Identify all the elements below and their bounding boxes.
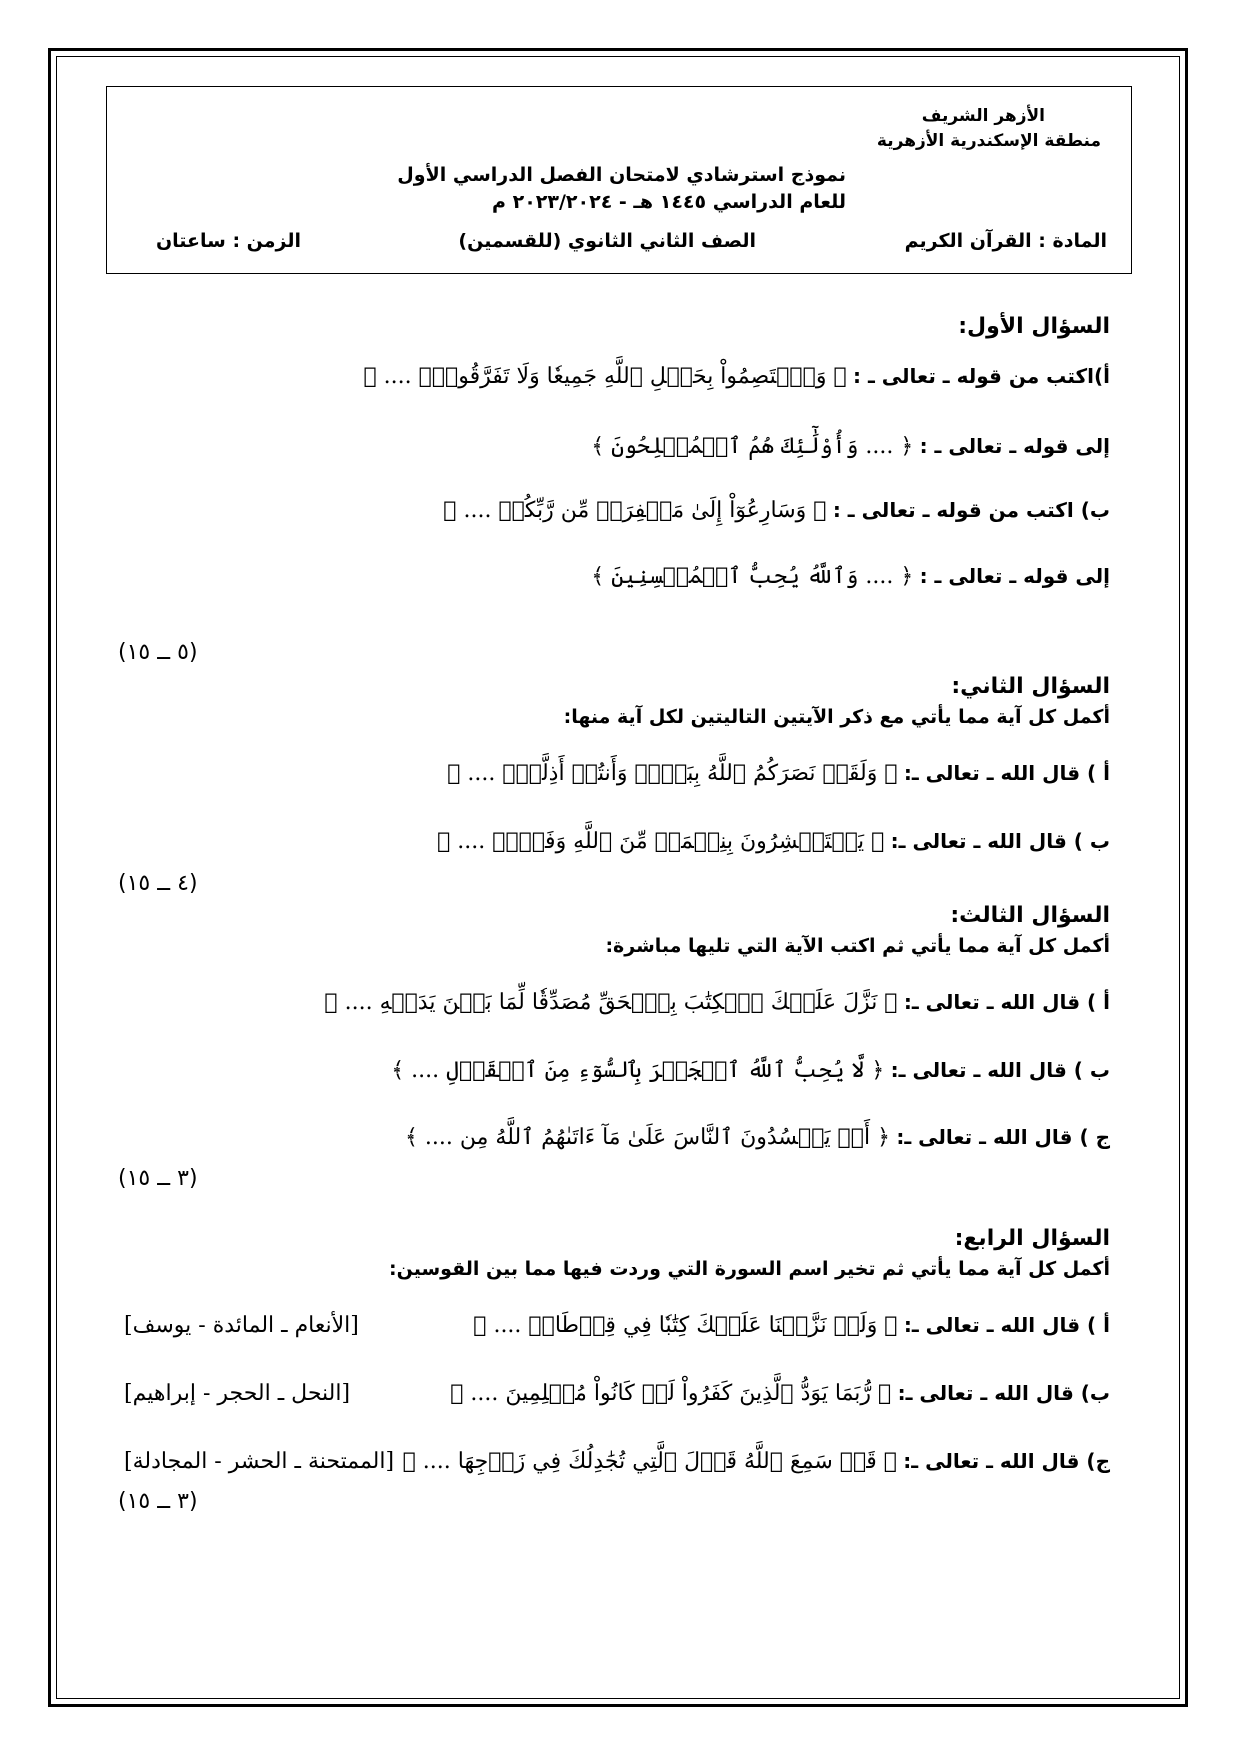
header-title-line1: نموذج استرشادي لامتحان الفصل الدراسي الأول [397, 164, 846, 186]
header-org: الأزهر الشريف [921, 106, 1045, 126]
q1-marks: (٥ ــ ١٥) [118, 640, 198, 665]
q4-b-line [450, 1383, 1110, 1405]
q4-b-choices: [النحل ـ الحجر - إبراهيم] [124, 1381, 351, 1406]
q3-a-label: أ ) قال الله ـ تعالى ـ: [903, 990, 1110, 1014]
q1-title: السؤال الأول: [958, 314, 1110, 339]
q2-instruction: أكمل كل آية مما يأتي مع ذكر الآيتين التاليتين لكل آية منها: [563, 706, 1110, 728]
q3-b-line [391, 1060, 1110, 1082]
q4-c-choices: [الممتحنة ـ الحشر - المجادلة] [124, 1449, 395, 1474]
q2-title: السؤال الثاني: [951, 674, 1110, 699]
header-grade: الصف الثاني الثانوي (للقسمين) [458, 230, 756, 252]
q1-a-to-label: إلى قوله ـ تعالى ـ : [919, 434, 1110, 458]
q1-b-line [443, 500, 1110, 522]
q4-b-label: ب) قال الله ـ تعالى ـ: [897, 1381, 1110, 1405]
q1-a-to-line [591, 436, 1110, 458]
q2-marks: (٤ ــ ١٥) [118, 871, 198, 896]
header-subject: المادة : القرآن الكريم [904, 230, 1107, 252]
q1-b-verse: ﴿ وَسَارِعُوٓاْ إِلَىٰ مَغۡفِرَةٖ مِّن رَّبِّكُمۡ .... ﴾ [443, 498, 827, 523]
q3-b-label: ب ) قال الله ـ تعالى ـ: [890, 1058, 1110, 1082]
q2-b-line [437, 831, 1110, 853]
header-title-line2: للعام الدراسي ١٤٤٥ هـ - ٢٠٢٣/٢٠٢٤ م [492, 191, 846, 213]
q2-a-line [447, 763, 1110, 785]
q1-b-label: ب) اكتب من قوله ـ تعالى ـ : [832, 498, 1110, 522]
q4-b-verse: ﴿ رُّبَمَا يَوَدُّ ٱلَّذِينَ كَفَرُواْ لَوۡ كَانُواْ مُسۡلِمِينَ .... ﴾ [450, 1381, 892, 1406]
q2-a-verse: ﴿ وَلَقَدۡ نَصَرَكُمُ ٱللَّهُ بِبَدۡرٖ وَأَنتُمۡ أَذِلَّةٞۖ .... ﴾ [447, 761, 898, 786]
q1-a-line [363, 366, 1110, 388]
header-region: منطقة الإسكندرية الأزهرية [876, 131, 1101, 151]
q2-b-label: ب ) قال الله ـ تعالى ـ: [890, 829, 1110, 853]
q4-title: السؤال الرابع: [954, 1226, 1110, 1251]
q2-b-verse: ﴿ يَسۡتَبۡشِرُونَ بِنِعۡمَةٖ مِّنَ ٱللَّهِ وَفَضۡلٖ .... ﴾ [437, 829, 885, 854]
q4-a-line [473, 1315, 1110, 1337]
q4-c-verse: ﴿ قَدۡ سَمِعَ ٱللَّهُ قَوۡلَ ٱلَّتِي تُجَٰدِلُكَ فِي زَوۡجِهَا .... ﴾ [402, 1449, 897, 1474]
q1-a-verse: ﴿ وَٱعۡتَصِمُواْ بِحَبۡلِ ٱللَّهِ جَمِيعٗا وَلَا تَفَرَّقُواْۚ .... ﴾ [363, 364, 847, 389]
q3-c-verse: ﴿ أَمۡ يَحۡسُدُونَ ٱلنَّاسَ عَلَىٰ مَآ ءَاتَىٰهُمُ ٱللَّهُ مِن .... ﴾ [405, 1125, 890, 1150]
q3-b-verse: ﴿ لَّا يُحِبُّ ٱللَّهُ ٱلۡجَهۡرَ بِٱلسُّوٓءِ مِنَ ٱلۡقَوۡلِ .... ﴾ [391, 1058, 885, 1083]
q3-marks: (٣ ــ ١٥) [118, 1166, 198, 1191]
q1-a-label: أ)اكتب من قوله ـ تعالى ـ : [853, 364, 1110, 388]
q4-a-choices: [الأنعام ـ المائدة - يوسف] [124, 1313, 359, 1338]
q1-a-to-verse: ﴿ .... وَأُوْلَٰٓئِكَ هُمُ ٱلۡمُفۡلِحُونَ ﴾ [591, 434, 914, 459]
q3-title: السؤال الثالث: [950, 903, 1110, 928]
q3-instruction: أكمل كل آية مما يأتي ثم اكتب الآية التي تليها مباشرة: [605, 935, 1110, 957]
q3-a-verse: ﴿ نَزَّلَ عَلَيۡكَ ٱلۡكِتَٰبَ بِٱلۡحَقِّ مُصَدِّقٗا لِّمَا بَيۡنَ يَدَيۡهِ .... ﴾ [324, 990, 898, 1015]
q4-instruction: أكمل كل آية مما يأتي ثم تخير اسم السورة التي وردت فيها مما بين القوسين: [389, 1258, 1110, 1280]
q3-a-line [324, 992, 1110, 1014]
q4-c-label: ج) قال الله ـ تعالى ـ: [903, 1449, 1110, 1473]
q1-b-to-verse: ﴿ .... وَٱللَّهُ يُحِبُّ ٱلۡمُحۡسِنِينَ ﴾ [591, 564, 914, 589]
header-time: الزمن : ساعتان [155, 230, 301, 252]
q4-marks: (٣ ــ ١٥) [118, 1489, 198, 1514]
q4-a-label: أ ) قال الله ـ تعالى ـ: [903, 1313, 1110, 1337]
q2-a-label: أ ) قال الله ـ تعالى ـ: [903, 761, 1110, 785]
q4-a-verse: ﴿ وَلَوۡ نَزَّلۡنَا عَلَيۡكَ كِتَٰبٗا فِي قِرۡطَاسٖ .... ﴾ [473, 1313, 898, 1338]
q3-c-line [405, 1127, 1110, 1149]
q4-c-line [403, 1451, 1110, 1473]
q1-b-to-line [591, 566, 1110, 588]
q3-c-label: ج ) قال الله ـ تعالى ـ: [896, 1125, 1110, 1149]
q1-b-to-label: إلى قوله ـ تعالى ـ : [919, 564, 1110, 588]
